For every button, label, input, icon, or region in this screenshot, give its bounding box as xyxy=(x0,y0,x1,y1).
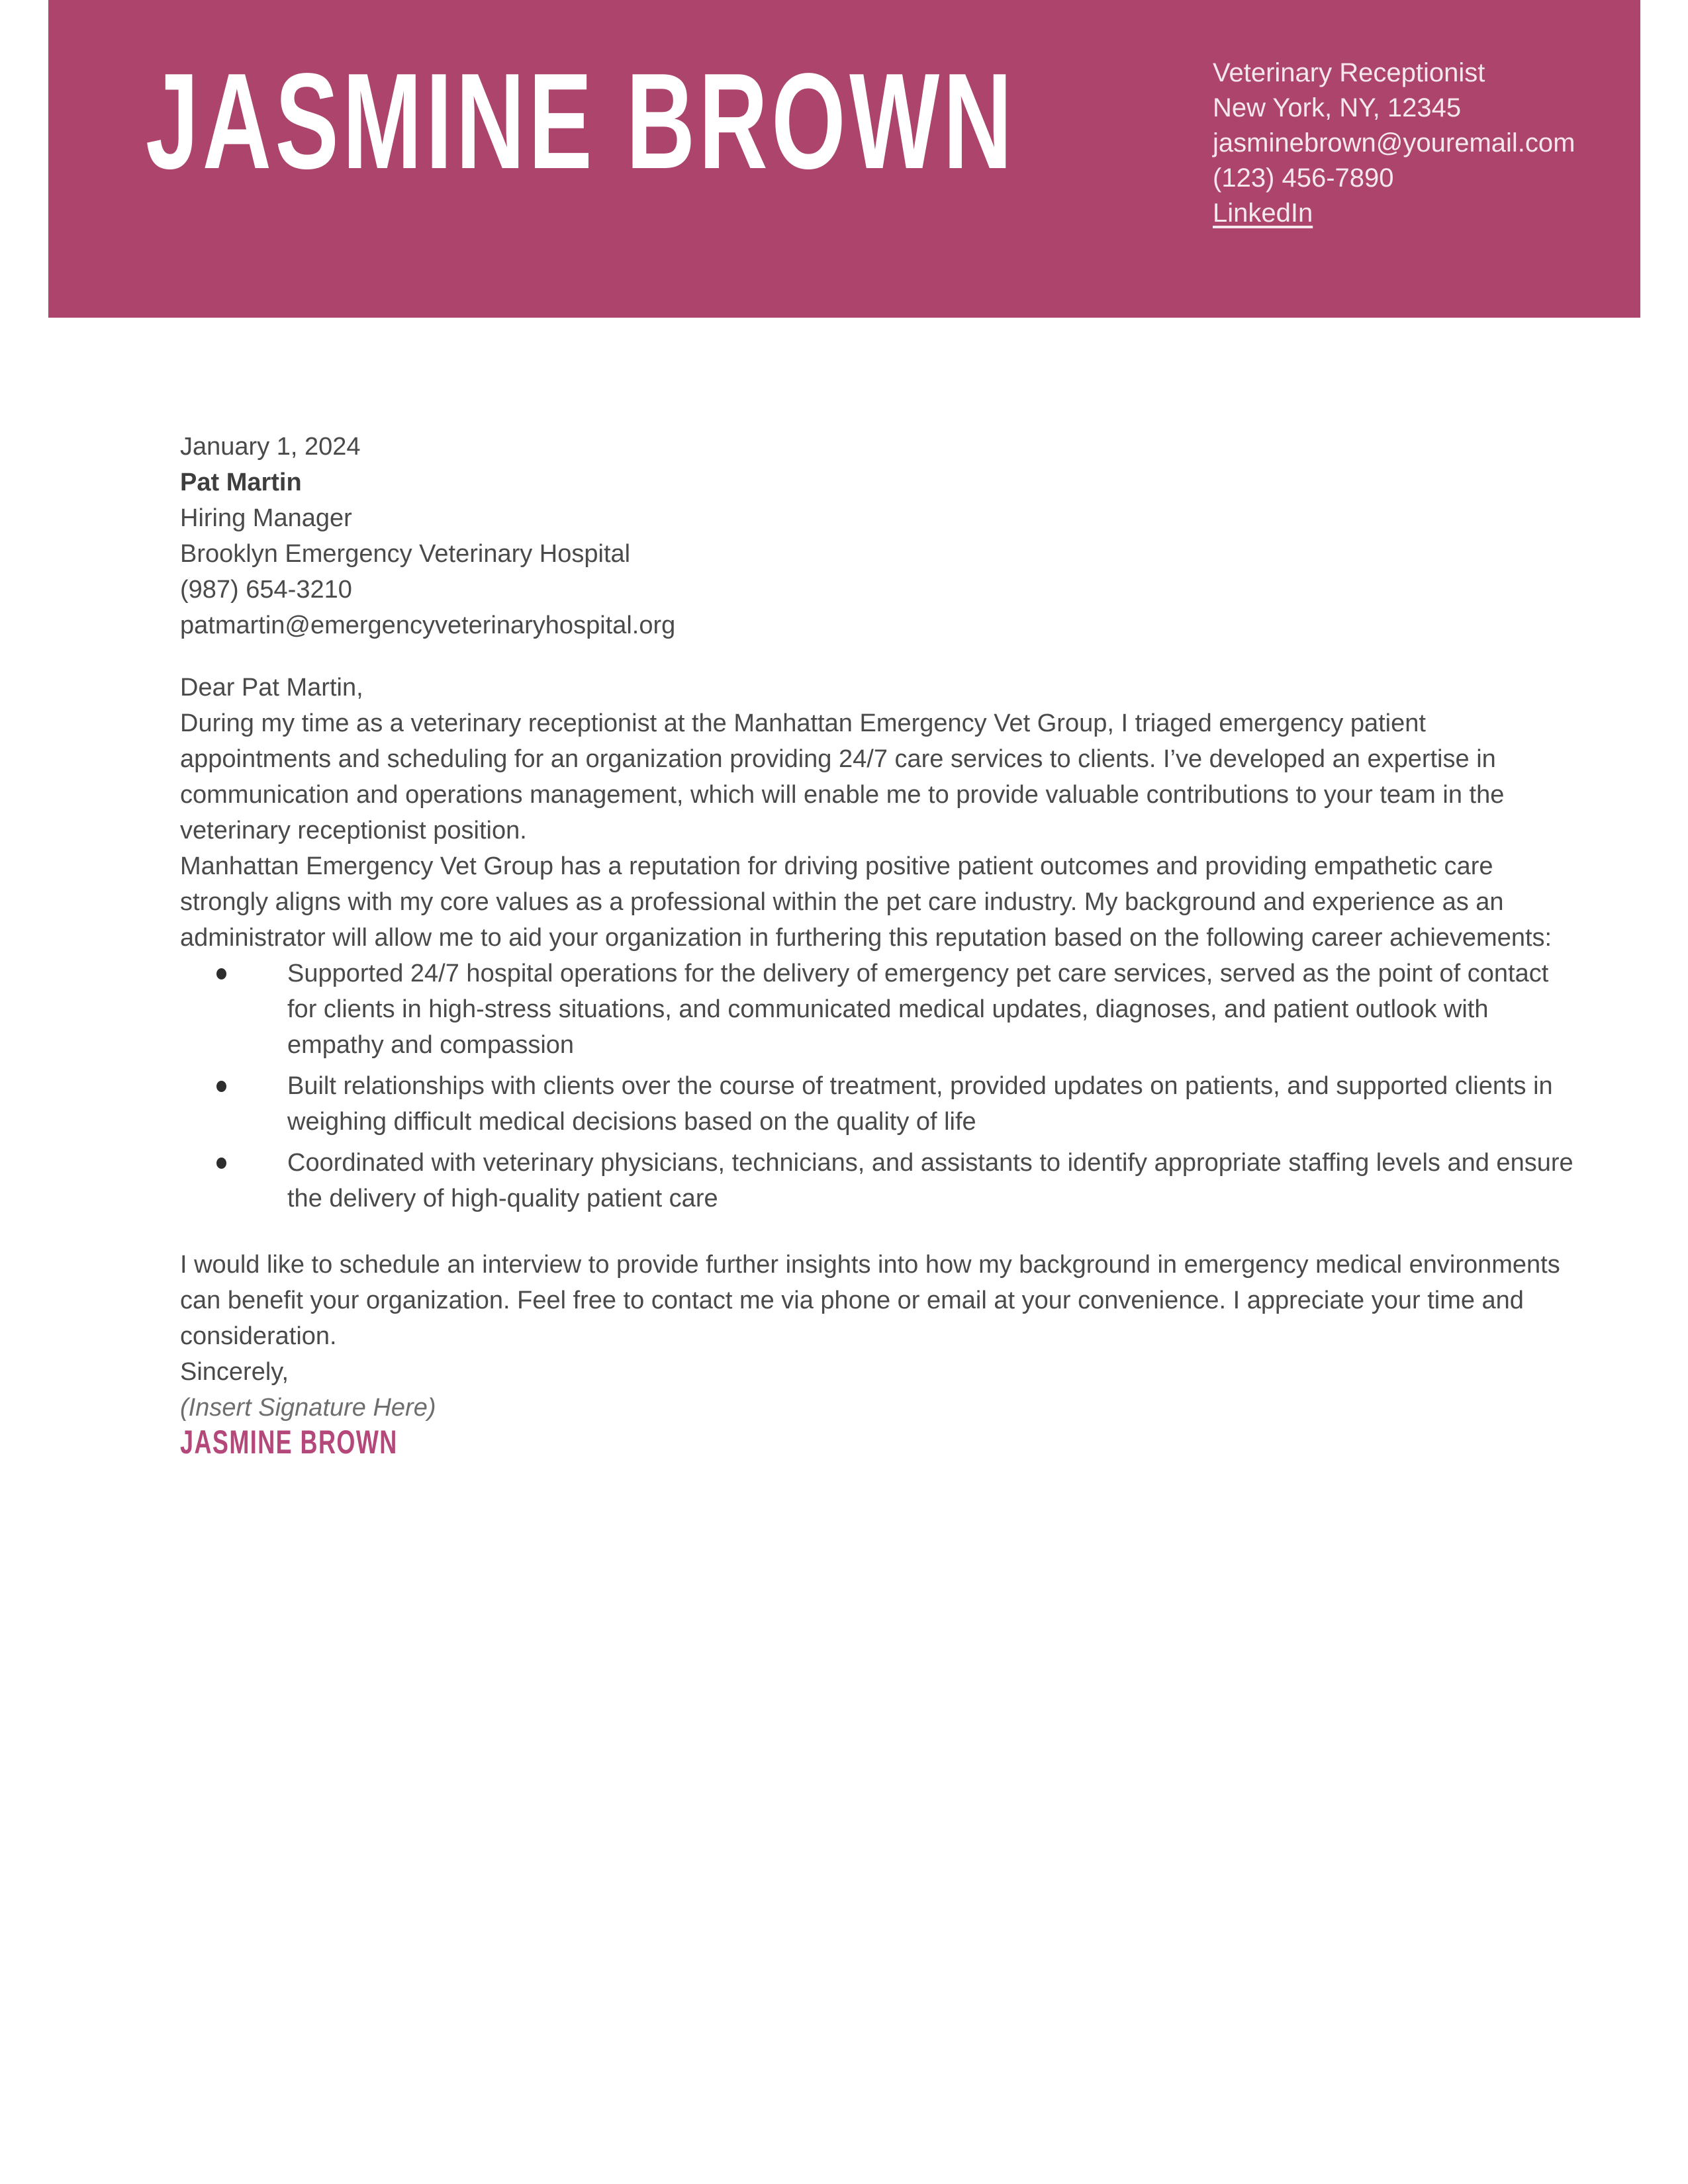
recipient-company: Brooklyn Emergency Veterinary Hospital xyxy=(180,540,631,568)
recipient-email: patmartin@emergencyveterinaryhospital.org xyxy=(180,612,676,639)
recipient-phone: (987) 654-3210 xyxy=(180,576,352,604)
recipient-block xyxy=(180,465,1583,643)
achievements-list xyxy=(180,956,1583,1216)
contact-email: jasminebrown@youremail.com xyxy=(1213,128,1575,158)
header-band xyxy=(48,0,1640,318)
bullet-icon xyxy=(216,1158,226,1169)
bullet-icon xyxy=(216,968,226,979)
salutation: Dear Pat Martin, xyxy=(180,674,363,702)
list-item-text: Supported 24/7 hospital operations for the delivery of emergency pet care services, served as the point of contact for clients in high-stress situations, and communicated medical updates, diagnoses, and patient outlook with empathy and compassion xyxy=(287,960,1549,1059)
linkedin-link[interactable]: LinkedIn xyxy=(1213,199,1313,228)
bullet-icon xyxy=(216,1081,226,1092)
body-paragraph-1: During my time as a veterinary receptionist at the Manhattan Emergency Vet Group, I triaged emergency patient appointments and scheduling for an organization providing 24/7 care services to clients. I’ve developed an expertise in communication and operations management, which will enable me to provide valuable contributions to your team in the veterinary receptionist position. xyxy=(180,709,1505,844)
recipient-role: Hiring Manager xyxy=(180,504,352,532)
contact-location: New York, NY, 12345 xyxy=(1213,93,1462,122)
list-item xyxy=(180,1068,1583,1140)
contact-block xyxy=(1213,56,1575,231)
list-item-text: Coordinated with veterinary physicians, technicians, and assistants to identify appropriate staffing levels and ensure the delivery of high-quality patient care xyxy=(287,1149,1573,1212)
contact-linkedin-row xyxy=(1213,196,1575,231)
list-item-text: Built relationships with clients over the course of treatment, provided updates on patients, and supported clients in weighing difficult medical decisions based on the quality of life xyxy=(287,1072,1553,1136)
list-item xyxy=(180,1145,1583,1216)
list-item xyxy=(180,956,1583,1063)
contact-phone: (123) 456-7890 xyxy=(1213,163,1394,193)
closing-paragraph: I would like to schedule an interview to provide further insights into how my background in emergency medical environments can benefit your organization. Feel free to contact me via phone or email at your convenience. I appreciate your time and consideration. xyxy=(180,1251,1560,1350)
recipient-name: Pat Martin xyxy=(180,469,302,496)
letter-body xyxy=(180,429,1583,1459)
letter-date: January 1, 2024 xyxy=(180,433,361,461)
contact-job-title: Veterinary Receptionist xyxy=(1213,58,1485,87)
signature-placeholder: (Insert Signature Here) xyxy=(180,1394,436,1422)
page-title: JASMINE BROWN xyxy=(146,45,1016,197)
signer-name: JASMINE BROWN xyxy=(180,1424,398,1461)
valediction: Sincerely, xyxy=(180,1358,289,1386)
body-paragraph-2: Manhattan Emergency Vet Group has a reputation for driving positive patient outcomes and providing empathetic care strongly aligns with my core values as a professional within the pet care industry. My background and experience as an administrator will allow me to aid your organization in furthering this reputation based on the following career achievements: xyxy=(180,852,1552,952)
